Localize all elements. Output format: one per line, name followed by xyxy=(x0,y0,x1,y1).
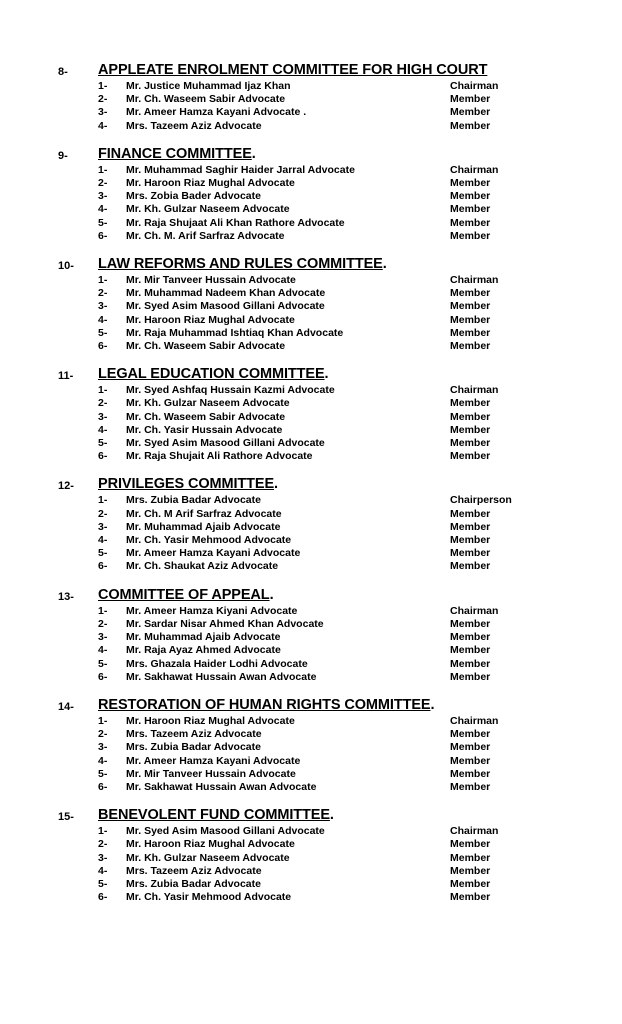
member-name: Mr. Mir Tanveer Hussain Advocate xyxy=(126,767,296,780)
member-index: 5- xyxy=(98,657,108,670)
member-index: 6- xyxy=(98,891,108,904)
member-row xyxy=(98,865,564,878)
member-role: Member xyxy=(450,397,491,410)
committee-title-text: LAW REFORMS AND RULES COMMITTEE xyxy=(98,256,383,273)
member-name: Mr. Ch. M. Arif Sarfraz Advocate xyxy=(126,229,285,242)
member-index: 5- xyxy=(98,326,108,339)
member-index: 2- xyxy=(98,838,108,851)
member-row xyxy=(98,274,564,287)
committee-number: 11- xyxy=(58,370,74,383)
member-index: 2- xyxy=(98,93,108,106)
member-role: Member xyxy=(450,340,491,353)
committee-title xyxy=(98,697,434,714)
member-index: 2- xyxy=(98,287,108,300)
member-index: 2- xyxy=(98,177,108,190)
member-role: Member xyxy=(450,423,491,436)
committee-block xyxy=(58,587,564,684)
member-index: 1- xyxy=(98,163,108,176)
committee-title xyxy=(98,62,487,79)
member-list xyxy=(58,494,564,573)
member-name: Mr. Ameer Hamza Kayani Advocate . xyxy=(126,106,307,119)
member-role: Member xyxy=(450,119,491,132)
member-role: Member xyxy=(450,767,491,780)
member-name: Mr. Ch. Shaukat Aziz Advocate xyxy=(126,560,279,573)
member-list xyxy=(58,605,564,684)
member-index: 4- xyxy=(98,754,108,767)
member-index: 4- xyxy=(98,203,108,216)
member-index: 3- xyxy=(98,741,108,754)
member-role: Member xyxy=(450,741,491,754)
committee-heading xyxy=(58,146,564,163)
committee-number: 12- xyxy=(58,480,74,493)
member-index: 1- xyxy=(98,80,108,92)
member-role: Member xyxy=(450,838,491,851)
member-name: Mr. Syed Ashfaq Hussain Kazmi Advocate xyxy=(126,384,335,397)
member-role: Member xyxy=(450,216,491,229)
member-list xyxy=(58,715,564,794)
committee-heading xyxy=(58,366,564,383)
member-index: 1- xyxy=(98,604,108,617)
member-list xyxy=(58,80,564,133)
member-row xyxy=(98,327,564,340)
member-row xyxy=(98,521,564,534)
member-row xyxy=(98,755,564,768)
committee-title-text: FINANCE COMMITTEE xyxy=(98,145,252,162)
member-row xyxy=(98,411,564,424)
member-index: 1- xyxy=(98,274,108,287)
committee-title-suffix: . xyxy=(382,256,387,273)
member-index: 3- xyxy=(98,106,108,119)
member-index: 5- xyxy=(98,216,108,229)
member-name: Mr. Haroon Riaz Mughal Advocate xyxy=(126,714,295,727)
member-role: Member xyxy=(450,287,491,300)
member-name: Mr. Raja Muhammad Ishtiaq Khan Advocate xyxy=(126,326,344,339)
member-row xyxy=(98,384,564,397)
member-name: Mrs. Tazeem Aziz Advocate xyxy=(126,864,262,877)
member-index: 6- xyxy=(98,780,108,793)
member-role: Chairman xyxy=(450,714,499,727)
member-index: 6- xyxy=(98,340,108,353)
member-role: Member xyxy=(450,534,491,547)
committee-title xyxy=(98,587,274,604)
member-role: Member xyxy=(450,410,491,423)
member-name: Mr. Ch. Waseem Sabir Advocate xyxy=(126,340,286,353)
member-role: Member xyxy=(450,547,491,560)
member-name: Mrs. Zubia Badar Advocate xyxy=(126,741,261,754)
member-name: Mr. Muhammad Nadeem Khan Advocate xyxy=(126,287,326,300)
member-role: Member xyxy=(450,177,491,190)
member-index: 4- xyxy=(98,313,108,326)
committee-block xyxy=(58,697,564,794)
member-name: Mr. Ch. Waseem Sabir Advocate xyxy=(126,93,286,106)
member-name: Mr. Ameer Hamza Kiyani Advocate xyxy=(126,604,298,617)
member-row xyxy=(98,494,564,507)
member-row xyxy=(98,314,564,327)
member-name: Mr. Mir Tanveer Hussain Advocate xyxy=(126,274,296,287)
member-role: Member xyxy=(450,203,491,216)
member-role: Member xyxy=(450,507,491,520)
member-name: Mr. Ameer Hamza Kayani Advocate xyxy=(126,754,301,767)
member-role: Member xyxy=(450,300,491,313)
member-role: Member xyxy=(450,313,491,326)
member-index: 6- xyxy=(98,450,108,463)
committee-block xyxy=(58,146,564,243)
committee-title-text: PRIVILEGES COMMITTEE xyxy=(98,476,275,493)
member-row xyxy=(98,728,564,741)
member-role: Member xyxy=(450,106,491,119)
member-name: Mr. Justice Muhammad Ijaz Khan xyxy=(126,80,291,92)
member-name: Mr. Raja Shujait Ali Rathore Advocate xyxy=(126,450,313,463)
member-row xyxy=(98,508,564,521)
member-name: Mr. Syed Asim Masood Gillani Advocate xyxy=(126,825,325,838)
member-row xyxy=(98,547,564,560)
member-row xyxy=(98,644,564,657)
member-index: 3- xyxy=(98,300,108,313)
member-name: Mr. Muhammad Ajaib Advocate xyxy=(126,520,281,533)
member-row xyxy=(98,287,564,300)
member-index: 4- xyxy=(98,534,108,547)
committee-title-suffix: . xyxy=(430,696,435,713)
member-name: Mr. Ch. Yasir Hussain Advocate xyxy=(126,423,283,436)
member-row xyxy=(98,768,564,781)
member-role: Chairperson xyxy=(450,494,512,507)
member-role: Member xyxy=(450,644,491,657)
member-name: Mr. Muhammad Saghir Haider Jarral Advocate xyxy=(126,163,355,176)
member-row xyxy=(98,450,564,463)
member-role: Member xyxy=(450,520,491,533)
member-role: Chairman xyxy=(450,163,499,176)
committee-block xyxy=(58,256,564,353)
member-row xyxy=(98,715,564,728)
committee-block xyxy=(58,476,564,573)
member-role: Member xyxy=(450,229,491,242)
member-row xyxy=(98,230,564,243)
member-name: Mr. Kh. Gulzar Naseem Advocate xyxy=(126,203,290,216)
member-row xyxy=(98,437,564,450)
member-index: 2- xyxy=(98,617,108,630)
committee-heading xyxy=(58,587,564,604)
member-name: Mr. Ch. M Arif Sarfraz Advocate xyxy=(126,507,282,520)
member-role: Chairman xyxy=(450,274,499,287)
member-name: Mr. Kh. Gulzar Naseem Advocate xyxy=(126,851,290,864)
member-index: 5- xyxy=(98,767,108,780)
committee-title-suffix: . xyxy=(269,586,274,603)
committee-heading xyxy=(58,697,564,714)
member-role: Member xyxy=(450,560,491,573)
member-row xyxy=(98,838,564,851)
committee-title-suffix: . xyxy=(324,366,329,383)
member-row xyxy=(98,658,564,671)
committee-number: 8- xyxy=(58,66,68,78)
member-role: Chairman xyxy=(450,384,499,397)
committee-block xyxy=(58,62,564,133)
member-role: Chairman xyxy=(450,80,499,92)
committee-title-text: COMMITTEE OF APPEAL xyxy=(98,586,270,603)
member-list xyxy=(58,384,564,463)
member-name: Mrs. Tazeem Aziz Advocate xyxy=(126,119,262,132)
member-row xyxy=(98,671,564,684)
committee-title xyxy=(98,256,387,273)
committee-block xyxy=(58,807,564,904)
committee-number: 13- xyxy=(58,590,74,603)
member-name: Mr. Kh. Gulzar Naseem Advocate xyxy=(126,397,290,410)
member-name: Mr. Ch. Yasir Mehmood Advocate xyxy=(126,534,292,547)
member-index: 6- xyxy=(98,670,108,683)
member-row xyxy=(98,424,564,437)
member-list xyxy=(58,274,564,353)
committee-title xyxy=(98,807,334,824)
committee-title xyxy=(98,366,328,383)
member-row xyxy=(98,300,564,313)
member-role: Member xyxy=(450,190,491,203)
member-role: Member xyxy=(450,754,491,767)
committee-number: 15- xyxy=(58,811,74,824)
member-index: 4- xyxy=(98,423,108,436)
member-role: Member xyxy=(450,670,491,683)
member-row xyxy=(98,825,564,838)
member-role: Member xyxy=(450,728,491,741)
member-row xyxy=(98,217,564,230)
member-row xyxy=(98,164,564,177)
member-role: Chairman xyxy=(450,604,499,617)
member-name: Mr. Haroon Riaz Mughal Advocate xyxy=(126,177,295,190)
member-name: Mr. Sakhawat Hussain Awan Advocate xyxy=(126,780,317,793)
member-index: 4- xyxy=(98,644,108,657)
member-index: 3- xyxy=(98,631,108,644)
member-role: Member xyxy=(450,631,491,644)
committee-title-text: RESTORATION OF HUMAN RIGHTS COMMITTEE xyxy=(98,696,431,713)
member-row xyxy=(98,340,564,353)
member-index: 1- xyxy=(98,384,108,397)
member-name: Mrs. Tazeem Aziz Advocate xyxy=(126,728,262,741)
member-index: 1- xyxy=(98,825,108,838)
member-role: Member xyxy=(450,891,491,904)
member-row xyxy=(98,878,564,891)
member-role: Member xyxy=(450,437,491,450)
member-list xyxy=(58,825,564,904)
member-name: Mr. Ch. Yasir Mehmood Advocate xyxy=(126,891,292,904)
committee-heading xyxy=(58,807,564,824)
member-row xyxy=(98,177,564,190)
committee-title xyxy=(98,146,256,163)
committee-number: 10- xyxy=(58,260,74,273)
member-name: Mr. Ch. Waseem Sabir Advocate xyxy=(126,410,286,423)
member-row xyxy=(98,618,564,631)
member-role: Member xyxy=(450,657,491,670)
member-role: Member xyxy=(450,864,491,877)
committee-heading xyxy=(58,62,564,79)
member-name: Mr. Sardar Nisar Ahmed Khan Advocate xyxy=(126,617,324,630)
committee-title-text: APPLEATE ENROLMENT COMMITTEE FOR HIGH COURT xyxy=(98,62,488,78)
committee-title xyxy=(98,476,278,493)
member-name: Mr. Haroon Riaz Mughal Advocate xyxy=(126,313,295,326)
member-name: Mr. Sakhawat Hussain Awan Advocate xyxy=(126,670,317,683)
member-name: Mr. Muhammad Ajaib Advocate xyxy=(126,631,281,644)
member-name: Mr. Haroon Riaz Mughal Advocate xyxy=(126,838,295,851)
committee-title-suffix: . xyxy=(251,145,256,162)
committee-heading xyxy=(58,256,564,273)
member-index: 4- xyxy=(98,864,108,877)
member-role: Member xyxy=(450,617,491,630)
member-index: 6- xyxy=(98,229,108,242)
member-row xyxy=(98,397,564,410)
member-index: 3- xyxy=(98,851,108,864)
committee-number: 14- xyxy=(58,700,74,713)
member-role: Member xyxy=(450,450,491,463)
member-name: Mrs. Zubia Badar Advocate xyxy=(126,877,261,890)
member-row xyxy=(98,534,564,547)
member-index: 3- xyxy=(98,410,108,423)
committee-block xyxy=(58,366,564,463)
member-name: Mr. Raja Shujaat Ali Khan Rathore Advocate xyxy=(126,216,345,229)
committee-title-text: BENEVOLENT FUND COMMITTEE xyxy=(98,807,330,824)
member-row xyxy=(98,852,564,865)
member-name: Mrs. Zubia Badar Advocate xyxy=(126,494,261,507)
member-index: 3- xyxy=(98,520,108,533)
member-role: Member xyxy=(450,851,491,864)
member-row xyxy=(98,605,564,618)
member-row xyxy=(98,741,564,754)
member-row xyxy=(98,80,564,93)
member-list xyxy=(58,164,564,243)
member-index: 2- xyxy=(98,397,108,410)
member-name: Mrs. Zobia Bader Advocate xyxy=(126,190,261,203)
member-index: 4- xyxy=(98,119,108,132)
member-name: Mr. Syed Asim Masood Gillani Advocate xyxy=(126,437,325,450)
member-index: 2- xyxy=(98,507,108,520)
committee-title-suffix: . xyxy=(274,476,278,493)
member-row xyxy=(98,120,564,133)
member-index: 6- xyxy=(98,560,108,573)
committee-title-suffix: . xyxy=(329,807,334,824)
member-row xyxy=(98,106,564,119)
member-index: 1- xyxy=(98,714,108,727)
member-index: 5- xyxy=(98,547,108,560)
member-row xyxy=(98,560,564,573)
committee-title-text: LEGAL EDUCATION COMMITTEE xyxy=(98,366,325,383)
member-row xyxy=(98,203,564,216)
member-role: Member xyxy=(450,877,491,890)
member-name: Mr. Ameer Hamza Kayani Advocate xyxy=(126,547,301,560)
member-row xyxy=(98,781,564,794)
member-role: Chairman xyxy=(450,825,499,838)
member-role: Member xyxy=(450,93,491,106)
member-name: Mr. Raja Ayaz Ahmed Advocate xyxy=(126,644,281,657)
member-index: 5- xyxy=(98,437,108,450)
member-row xyxy=(98,93,564,106)
member-index: 2- xyxy=(98,728,108,741)
member-index: 3- xyxy=(98,190,108,203)
member-name: Mrs. Ghazala Haider Lodhi Advocate xyxy=(126,657,308,670)
member-index: 1- xyxy=(98,494,108,507)
member-row xyxy=(98,190,564,203)
member-name: Mr. Syed Asim Masood Gillani Advocate xyxy=(126,300,325,313)
member-role: Member xyxy=(450,780,491,793)
member-index: 5- xyxy=(98,877,108,890)
member-role: Member xyxy=(450,326,491,339)
committee-number: 9- xyxy=(58,149,68,162)
committee-heading xyxy=(58,476,564,493)
committee-list xyxy=(58,62,564,904)
member-row xyxy=(98,891,564,904)
member-row xyxy=(98,631,564,644)
